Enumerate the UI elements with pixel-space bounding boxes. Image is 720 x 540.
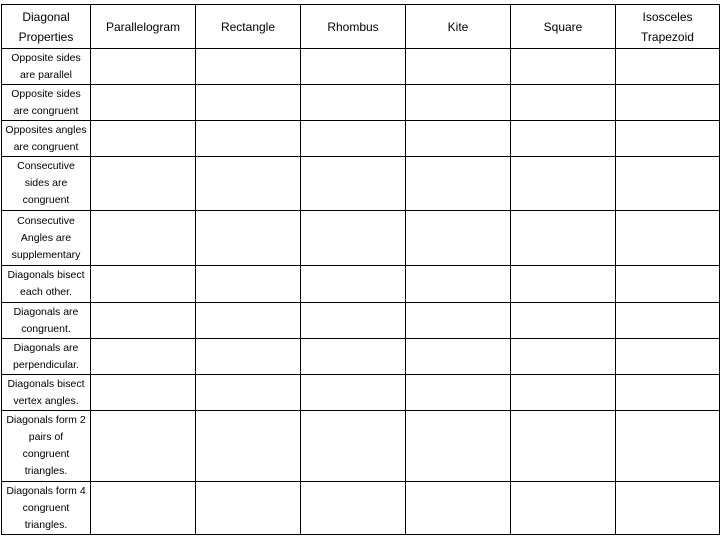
table-row [2,411,720,482]
row-header [2,211,91,266]
answer-cell[interactable] [91,375,196,411]
answer-cell[interactable] [406,49,511,85]
row-header [2,482,91,535]
answer-cell[interactable] [406,157,511,211]
row-header [2,375,91,411]
answer-cell[interactable] [301,375,406,411]
corner-header [2,5,91,49]
row-header-line: Diagonals are [13,341,79,354]
answer-cell[interactable] [511,411,616,482]
row-header-line: each other. [20,286,72,298]
answer-cell[interactable] [406,121,511,157]
answer-cell[interactable] [91,411,196,482]
answer-cell[interactable] [91,303,196,339]
answer-cell[interactable] [406,303,511,339]
answer-cell[interactable] [511,121,616,157]
answer-cell[interactable] [616,411,720,482]
table-row [2,157,720,211]
answer-cell[interactable] [616,157,720,211]
column-header-rectangle: Rectangle [196,5,301,49]
header-row [2,5,720,49]
answer-cell[interactable] [301,266,406,303]
answer-cell[interactable] [196,266,301,303]
row-header-line: triangles. [24,518,68,531]
answer-cell[interactable] [406,411,511,482]
row-header-line: congruent [22,501,70,514]
answer-cell[interactable] [196,121,301,157]
answer-cell[interactable] [406,375,511,411]
column-header-parallelogram: Parallelogram [91,5,196,49]
answer-cell[interactable] [301,85,406,121]
row-header-line: Diagonals are [13,305,79,318]
table-row [2,482,720,535]
answer-cell[interactable] [91,339,196,375]
answer-cell[interactable] [616,375,720,411]
answer-cell[interactable] [616,85,720,121]
row-header [2,121,91,157]
answer-cell[interactable] [406,266,511,303]
table-row [2,266,720,303]
answer-cell[interactable] [511,157,616,211]
answer-cell[interactable] [511,375,616,411]
table-body [2,49,720,535]
answer-cell[interactable] [616,339,720,375]
table-row [2,339,720,375]
answer-cell[interactable] [616,303,720,339]
answer-cell[interactable] [511,266,616,303]
answer-cell[interactable] [616,266,720,303]
answer-cell[interactable] [91,482,196,535]
row-header [2,266,91,303]
column-header-rhombus: Rhombus [301,5,406,49]
column-header-square: Square [511,5,616,49]
answer-cell[interactable] [196,211,301,266]
row-header [2,339,91,375]
answer-cell[interactable] [91,211,196,266]
row-header-line: Diagonals bisect [7,377,85,390]
row-header-line: are parallel [20,68,72,81]
row-header [2,411,91,482]
answer-cell[interactable] [91,49,196,85]
answer-cell[interactable] [196,85,301,121]
answer-cell[interactable] [301,211,406,266]
answer-cell[interactable] [91,266,196,303]
column-header-trapezoid-line2: Trapezoid [641,29,694,44]
answer-cell[interactable] [616,482,720,535]
answer-cell[interactable] [196,49,301,85]
row-header-line: perpendicular. [13,358,79,371]
answer-cell[interactable] [196,411,301,482]
row-header-line: Diagonals form 2 [6,414,86,426]
column-header-isosceles-trapezoid [616,5,720,49]
row-header-line: congruent [22,448,70,460]
answer-cell[interactable] [301,49,406,85]
answer-cell[interactable] [196,339,301,375]
answer-cell[interactable] [196,303,301,339]
row-header-line: sides are [24,177,68,189]
row-header-line: Opposites angles [5,123,87,136]
column-header-kite: Kite [406,5,511,49]
corner-header-line1: Diagonal [22,9,70,24]
answer-cell[interactable] [301,121,406,157]
answer-cell[interactable] [196,157,301,211]
row-header-line: triangles. [24,465,68,477]
answer-cell[interactable] [91,121,196,157]
row-header-line: Consecutive [17,160,75,172]
table-row [2,375,720,411]
row-header [2,85,91,121]
row-header-line: Opposite sides [11,87,81,100]
answer-cell[interactable] [196,375,301,411]
table-row [2,211,720,266]
corner-header-line2: Properties [18,29,74,44]
row-header-line: congruent. [21,322,71,335]
column-header-trapezoid-line1: Isosceles [642,9,693,24]
answer-cell[interactable] [511,482,616,535]
row-header-line: congruent [22,194,70,206]
answer-cell[interactable] [616,121,720,157]
row-header-line: supplementary [11,248,81,261]
row-header-line: Opposite sides [11,51,81,64]
table-row [2,121,720,157]
answer-cell[interactable] [511,211,616,266]
answer-cell[interactable] [91,85,196,121]
answer-cell[interactable] [511,339,616,375]
row-header-line: Diagonals bisect [7,269,85,281]
row-header-line: are congruent [13,140,79,153]
row-header [2,157,91,211]
answer-cell[interactable] [301,339,406,375]
answer-cell[interactable] [511,85,616,121]
row-header [2,49,91,85]
answer-cell[interactable] [616,49,720,85]
row-header-line: vertex angles. [13,394,79,407]
answer-cell[interactable] [301,303,406,339]
row-header-line: Consecutive [17,214,75,227]
properties-table [1,4,720,535]
table-row [2,49,720,85]
answer-cell[interactable] [301,482,406,535]
answer-cell[interactable] [406,339,511,375]
answer-cell[interactable] [406,482,511,535]
answer-cell[interactable] [511,303,616,339]
answer-cell[interactable] [406,211,511,266]
row-header-line: pairs of [28,431,64,443]
row-header [2,303,91,339]
answer-cell[interactable] [406,85,511,121]
row-header-line: Diagonals form 4 [6,484,86,497]
row-header-line: are congruent [13,104,79,117]
answer-cell[interactable] [616,211,720,266]
answer-cell[interactable] [301,157,406,211]
table-row [2,85,720,121]
answer-cell[interactable] [196,482,301,535]
answer-cell[interactable] [91,157,196,211]
answer-cell[interactable] [511,49,616,85]
row-header-line: Angles are [20,231,72,244]
table-row [2,303,720,339]
answer-cell[interactable] [301,411,406,482]
